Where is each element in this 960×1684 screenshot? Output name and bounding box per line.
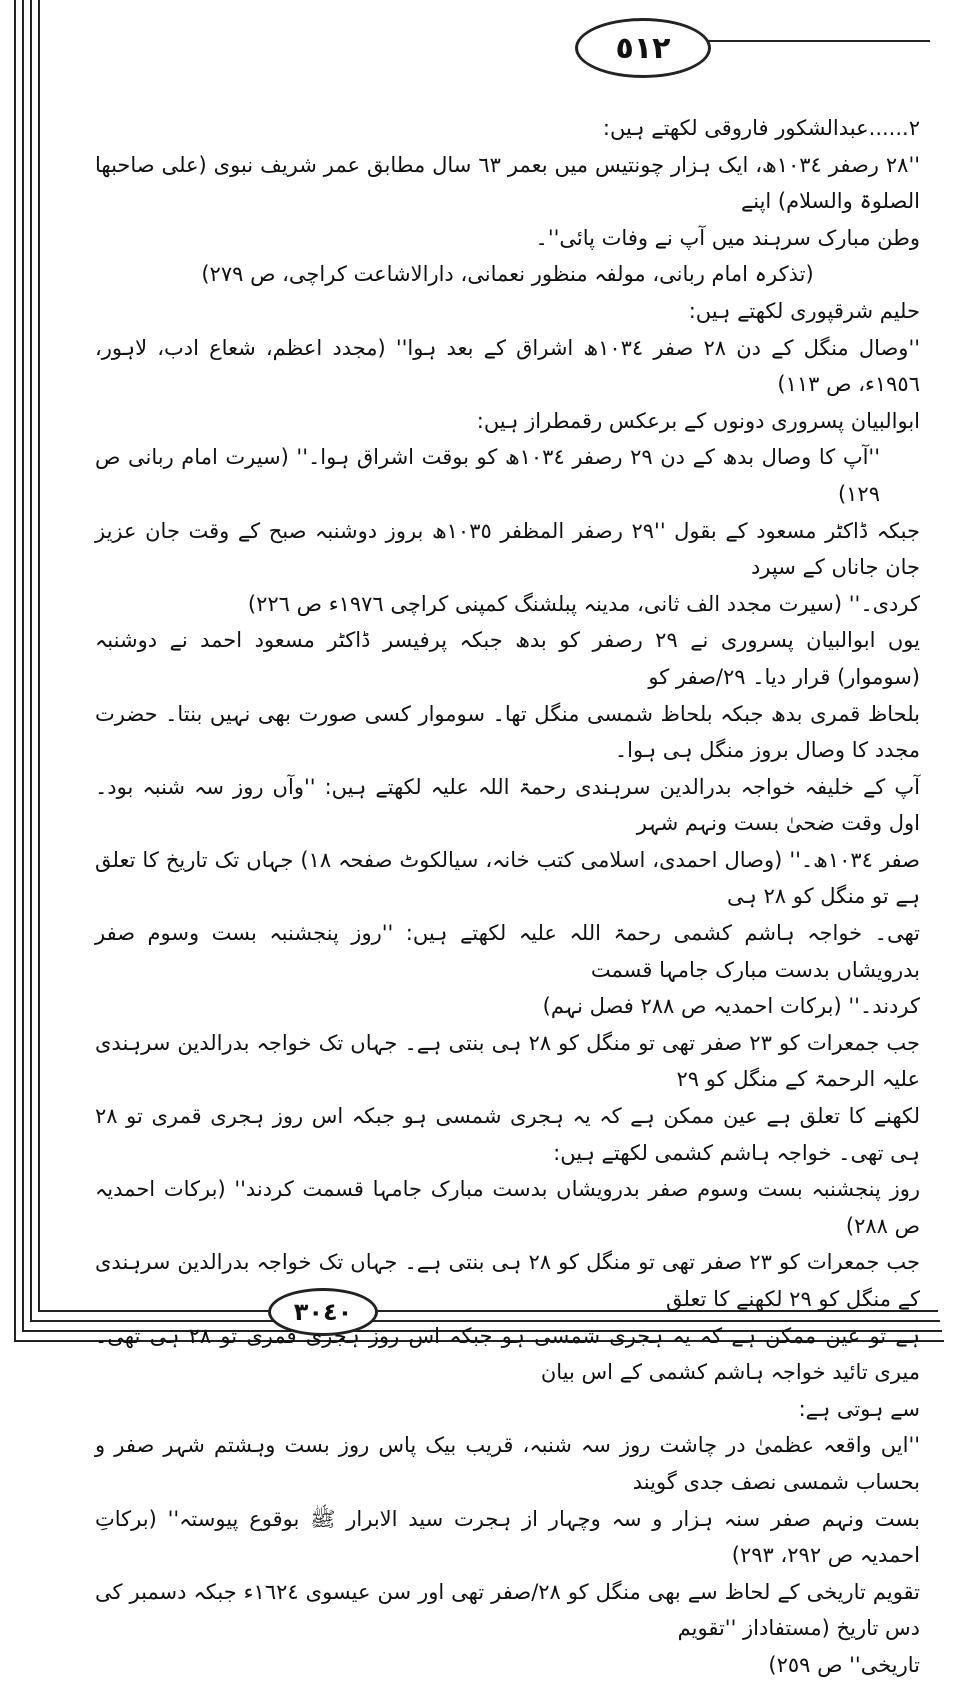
top-page-number-frame [575, 18, 711, 78]
text-line: بلحاظ قمری بدھ جبکہ بلحاظ شمسی منگل تھا۔ سوموار کسی صورت بھی نہیں بنتا۔ حضرت مجدد کا وصال بروز منگل ہی ہوا۔ [95, 701, 920, 763]
text-line: جبکہ ڈاکٹر مسعود کے بقول ''٢٩ رصفر المظفر ١٠٣٥ھ بروز دوشنبہ صبح کے وقت جان عزیز جان جاناں کے سپرد [95, 518, 920, 580]
text-line: تاریخی'' ص ٢٥٩) [768, 1652, 920, 1677]
top-page-number: ٥١٢ [615, 30, 671, 66]
frame-rule-left-1 [14, 0, 16, 1340]
text-line: آپ کے خلیفہ خواجہ بدرالدین سرہندی رحمۃ اللہ علیہ لکھتے ہیں: ''وآں روز سہ شنبہ بود۔ اول وقت ضحیٰ بست ونہم شہر [95, 774, 920, 836]
header-rule [700, 40, 930, 42]
text-line: ابوالبیان پسروری دونوں کے برعکس رقمطراز ہیں: [476, 408, 920, 433]
text-line: بست ونہم صفر سنہ ہزار و سہ وچہار از ہجرت سید الابرار ﷺ بوقوع پیوستہ'' (برکاتِ احمدیہ ص ٢٩٢، ٢٩٣) [95, 1506, 920, 1568]
text-line: کردی۔'' (سیرت مجدد الف ثانی، مدینہ پبلشنگ کمپنی کراچی ١٩٧٦ء ص ٢٢٦) [247, 591, 920, 616]
text-line: لکھنے کا تعلق ہے عین ممکن ہے کہ یہ ہجری شمسی ہو جبکہ اس روز ہجری قمری تو ٢٨ ہی تھی۔ خواجہ ہاشم کشمی لکھتے ہیں: [95, 1104, 920, 1165]
text-line: کردند۔'' (برکات احمدیہ ص ٢٨٨ فصل نہم) [542, 994, 920, 1019]
text-line: تقویم تاریخی کے لحاظ سے بھی منگل کو ٢٨/صفر تھی اور سن عیسوی ١٦٢٤ء جبکہ دسمبر کی دس تاریخ (مستفاداز ''تقویم [95, 1579, 921, 1641]
text-line: ''ایں واقعہ عظمیٰ در چاشت روز سہ شنبہ، قریب بیک پاس روز بست وہشتم شہر صفر و بحساب شمسی نصف جدی گویند [95, 1433, 920, 1494]
body-text [95, 110, 920, 1684]
text-line: یوں ابوالبیان پسروری نے ٢٩ رصفر کو بدھ جبکہ پرفیسر ڈاکٹر مسعود احمد نے دوشنبہ (سوموار) قرار دیا۔ ٢٩/صفر کو [95, 628, 920, 689]
text-line: ہے تو عین ممکن ہے کہ یہ ہجری شمسی ہو جبکہ اس روز ہجری قمری تو ٢٨ ہی تھی۔ میری تائید خواجہ ہاشم کشمی کے اس بیان [95, 1323, 920, 1385]
text-line: حلیم شرقپوری لکھتے ہیں: [688, 298, 920, 323]
text-line: تھی۔ خواجہ ہاشم کشمی رحمۃ اللہ علیہ لکھتے ہیں: ''روز پنجشنبہ بست وسوم صفر بدرویشاں بدست مبارک جامہا قسمت [95, 921, 920, 982]
text-line: صفر ١٠٣٤ھ۔'' (وصال احمدی، اسلامی کتب خانہ، سیالکوٹ صفحہ ١٨) جہاں تک تاریخ کا تعلق ہے تو منگل کو ٢٨ ہی [95, 847, 921, 909]
bottom-page-number: ٣٠٤٠ [293, 1298, 353, 1326]
text-line: روز پنجشنبہ بست وسوم صفر بدرویشاں بدست مبارک جامہا قسمت کردند'' (برکات احمدیہ ص ٢٨٨) [95, 1177, 920, 1238]
frame-rule-left-2 [22, 0, 24, 1330]
text-line: ''٢٨ رصفر ١٠٣٤ھ، ایک ہزار چونتیس میں بعمر ٦٣ سال مطابق عمر شریف نبوی (علی صاحبھا الصلوۃ والسلام) اپنے [95, 152, 920, 214]
text-line: ٢......عبدالشکور فاروقی لکھتے ہیں: [602, 116, 920, 140]
text-line: سے ہوتی ہے: [798, 1396, 920, 1421]
frame-rule-left-3 [30, 0, 32, 1320]
text-line: جب جمعرات کو ٢٣ صفر تھی تو منگل کو ٢٨ ہی بنتی ہے۔ جہاں تک خواجہ بدرالدین سرہندی کے منگل کو ٢٩ لکھنے کا تعلق [95, 1250, 921, 1311]
text-line: ''وصال منگل کے دن ٢٨ صفر ١٠٣٤ھ اشراق کے بعد ہوا'' (مجدد اعظم، شعاع ادب، لاہور، ١٩٥٦ء، ص ١١٣) [95, 335, 920, 397]
text-line: ''آپ کا وصال بدھ کے دن ٢٩ رصفر ١٠٣٤ھ کو بوقت اشراق ہوا۔'' (سیرت امام ربانی ص ١٢٩) [95, 445, 880, 506]
text-line: وطن مبارک سرہند میں آپ نے وفات پائی''۔ [535, 225, 920, 250]
text-line: (تذکرہ امام ربانی، مولفہ منظور نعمانی، دارالاشاعت کراچی، ص ٢٧٩) [201, 262, 814, 287]
frame-rule-left-4 [38, 0, 40, 1310]
text-line: جب جمعرات کو ٢٣ صفر تھی تو منگل کو ٢٨ ہی بنتی ہے۔ جہاں تک خواجہ بدرالدین سرہندی علیہ الرحمۃ کے منگل کو ٢٩ [95, 1030, 921, 1092]
